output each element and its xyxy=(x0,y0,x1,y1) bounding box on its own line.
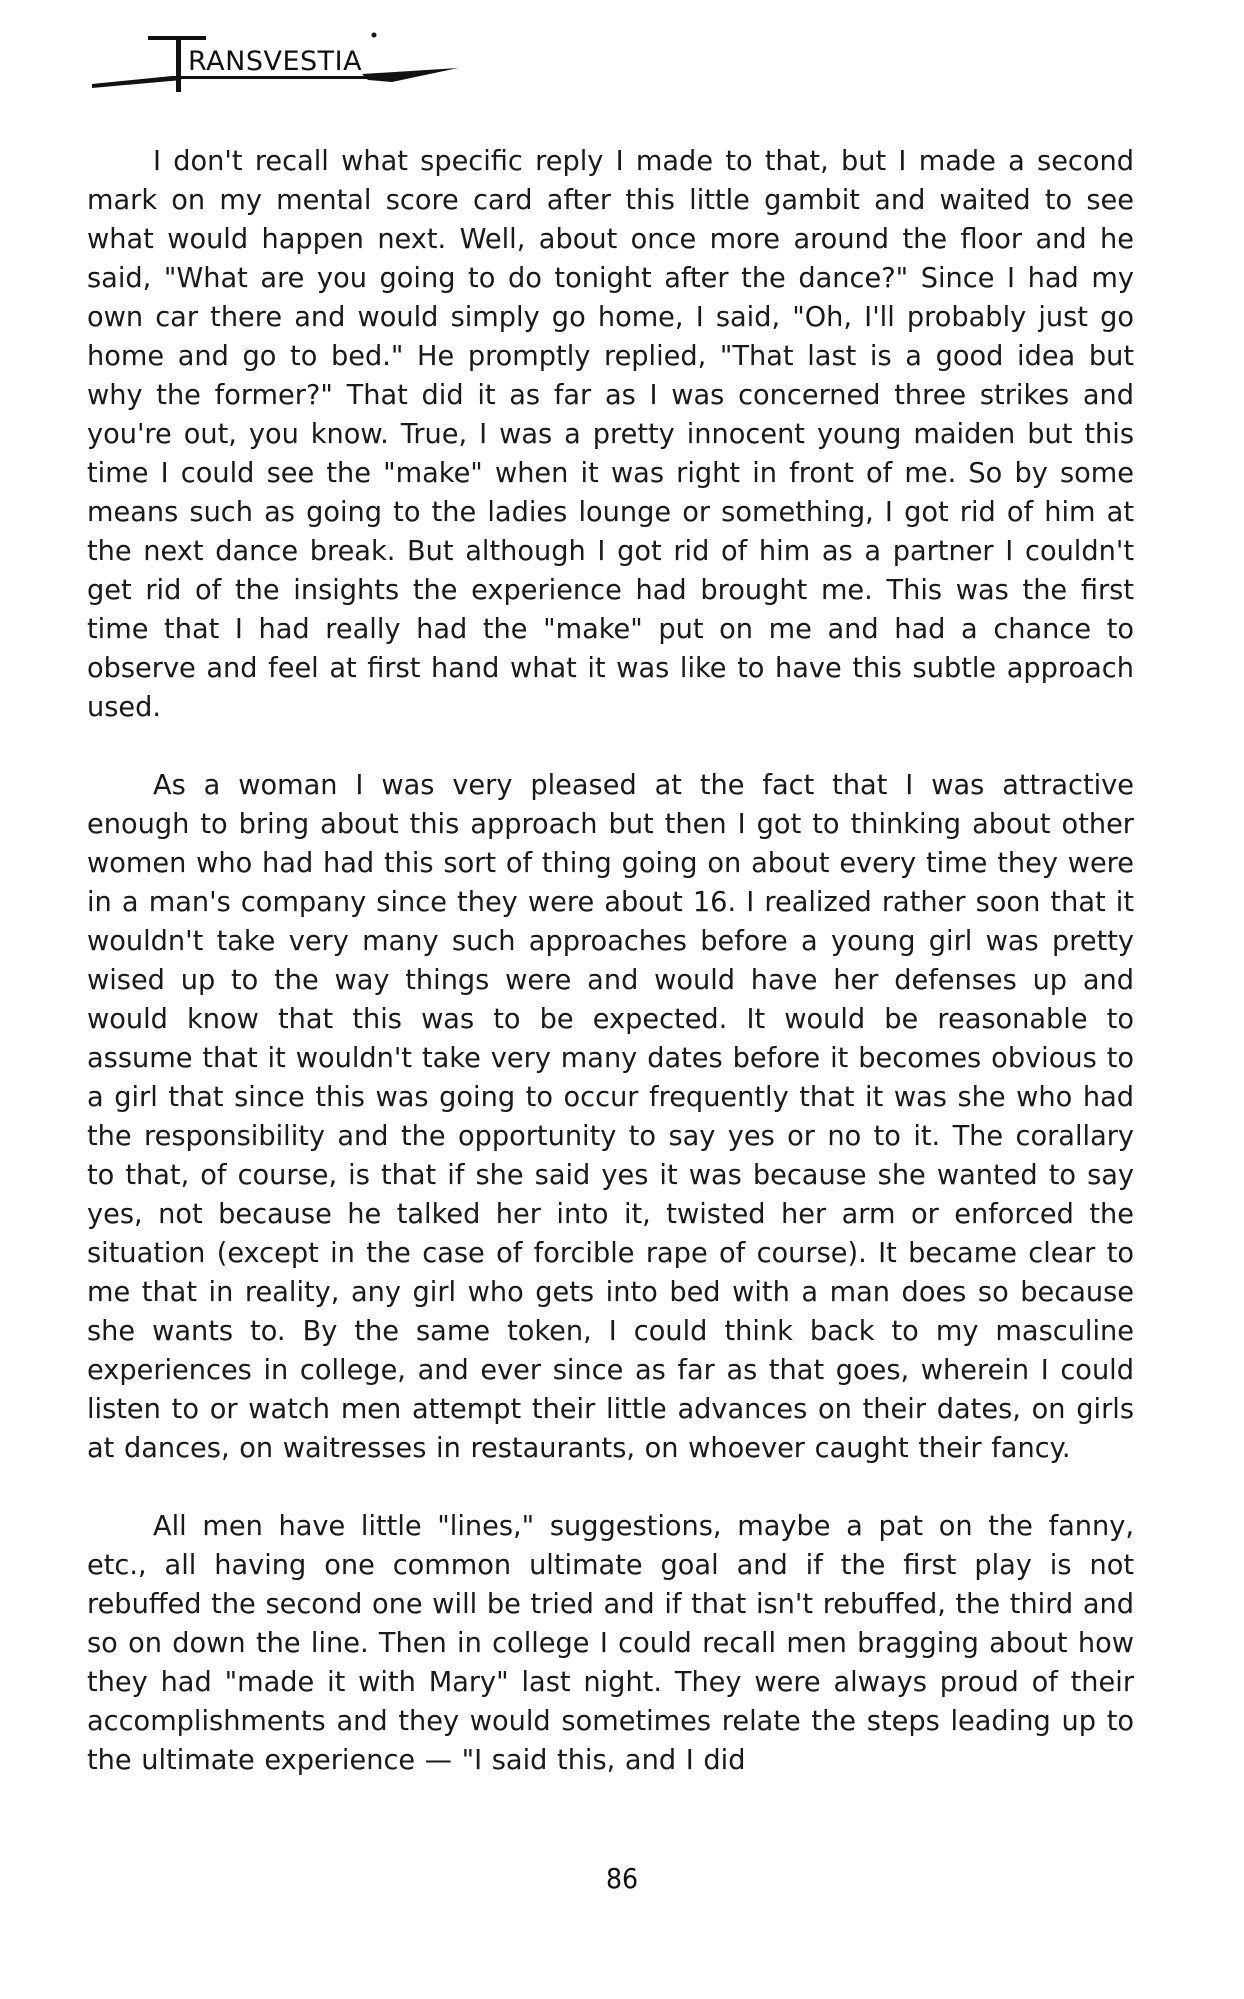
page-number: 86 xyxy=(605,1862,639,1895)
header-title: RANSVESTIA xyxy=(188,46,363,77)
body-text xyxy=(87,142,1134,1780)
paragraph-2: As a woman I was very pleased at the fact that I was attractive enough to bring about this approach but then I got to thinking about other women who had had this sort of thing going on about every time they were in a man's company since they were about 16. I realized rather soon that it wouldn't take very many such approaches before a young girl was pretty wised up to the way things were and would have her defenses up and would know that this was to be expected. It would be reasonable to assume that it wouldn't take very many dates before it becomes obvious to a girl that since this was going to occur frequently that it was she who had the responsibility and the opportunity to say yes or no to it. The corallary to that, of course, is that if she said yes it was because she wanted to say yes, not because he talked her into it, twisted her arm or enforced the situation (except in the case of forcible rape of course). It became clear to me that in reality, any girl who gets into bed with a man does so because she wants to. By the same token, I could think back to my masculine experiences in college, and ever since as far as that goes, wherein I could listen to or watch men attempt their little advances on their dates, on girls at dances, on waitresses in restaurants, on whoever caught their fancy. xyxy=(87,770,1134,1464)
paragraph-3: All men have little "lines," suggestions, maybe a pat on the fanny, etc., all having one common ultimate goal and if the first play is not rebuffed the second one will be tried and if that isn't rebuffed, the third and so on down the line. Then in college I could recall men bragging about how they had "made it with Mary" last night. They were always proud of their accomplishments and they would sometimes relate the steps leading up to the ultimate experience — "I said this, and I did xyxy=(87,1511,1134,1776)
running-header xyxy=(92,24,462,94)
paragraph-1: I don't recall what specific reply I made to that, but I made a second mark on my mental score card after this little gambit and waited to see what would happen next. Well, about once more around the floor and he said, "What are you going to do tonight after the dance?" Since I had my own car there and would simply go home, I said, "Oh, I'll probably just go home and go to bed." He promptly replied, "That last is a good idea but why the former?" That did it as far as I was concerned three strikes and you're out, you know. True, I was a pretty innocent young maiden but this time I could see the "make" when it was right in front of me. So by some means such as going to the ladies lounge or something, I got rid of him at the next dance break. But although I got rid of him as a partner I couldn't get rid of the insights the experience had brought me. This was the first time that I had really had the "make" put on me and had a chance to observe and feel at first hand what it was like to have this subtle approach used. xyxy=(87,146,1134,723)
